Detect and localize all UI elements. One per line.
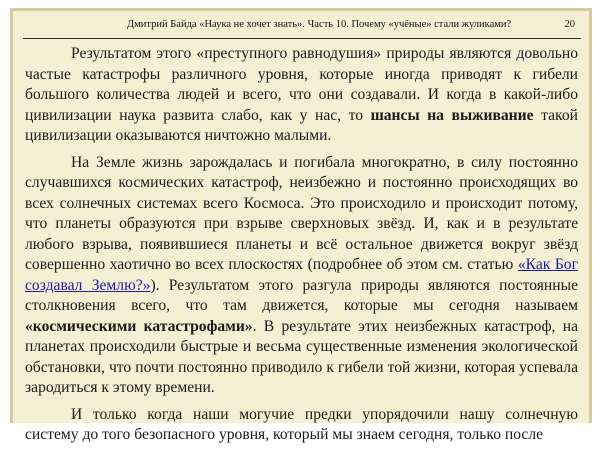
page-number: 20: [564, 19, 575, 30]
paragraph-text: ). Результатом этого разгула природы являются постоянные столкновения всего, что там движется, которые мы сегодня называем: [25, 276, 578, 314]
page-header: [23, 11, 581, 39]
paragraph: [25, 405, 578, 446]
bold-phrase: шансы на выживание: [370, 106, 534, 124]
paragraph-text: Результатом этого «преступного равнодушия» природы являются довольно частые катастрофы различного уровня, которые иногда приводят к гибели большого количества людей и всего, что они создавали. И когда в какой-либо цивилизации наука развита слабо, как у нас, то: [25, 45, 578, 124]
paragraph-text: . В результате этих неизбежных катастроф, на планетах происходили быстрые и весьма существенные изменения экологической обстановки, что почти постоянно приводило к гибели той жизни, которая успевала зародиться к этому времени.: [25, 317, 578, 396]
bold-phrase: «космическими катастрофами»: [25, 317, 253, 335]
paragraph-text: На Земле жизнь зарождалась и погибала многократно, в силу постоянно случавшихся космических катастроф, неизбежно и постоянно происходящих во всех солнечных системах всего Космоса. Это происходило и происходит потому, что планеты образуются при взрыве сверхновых звёзд. И, как и в результате любого взрыва, появившиеся планеты и всё остальное движется вокруг звёзд совершенно хаотично во всех плоскостях (подробнее об этом см. статью: [25, 153, 578, 273]
page-sheet: [10, 8, 592, 443]
paragraph-text: И только когда наши могучие предки упорядочили нашу солнечную систему до того безопасного уровня, который мы знаем сегодня, только после: [25, 405, 578, 443]
paragraph: [25, 153, 578, 399]
paragraph: [25, 44, 578, 147]
article-link[interactable]: «Как Бог создавал Землю?»: [25, 256, 578, 294]
header-title: Дмитрий Байда «Наука не хочет знать». Часть 10. Почему «учёные» стали жуликами?: [127, 19, 512, 30]
document-body: [25, 44, 578, 452]
paragraph-text: такой цивилизации оказываются ничтожно малыми.: [25, 106, 578, 144]
